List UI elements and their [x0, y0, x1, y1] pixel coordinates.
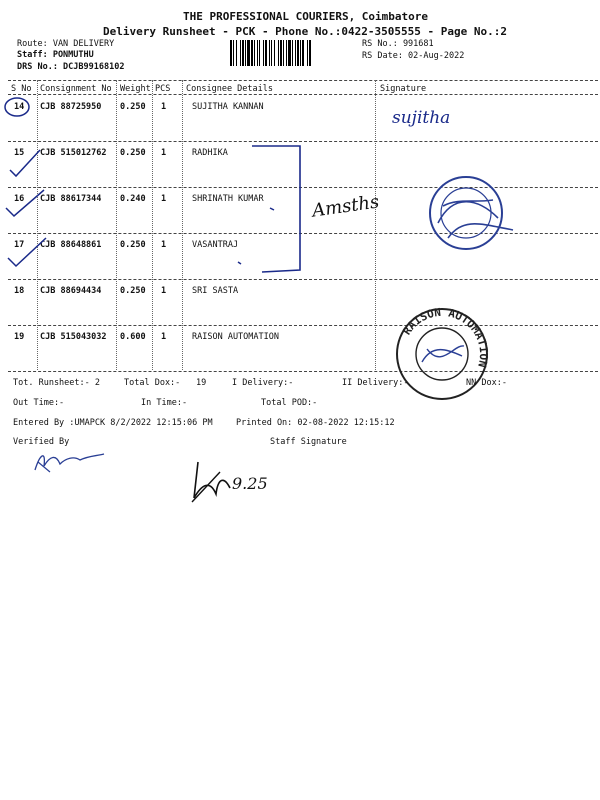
row-sno: 18: [14, 286, 25, 296]
company-title: THE PROFESSIONAL COURIERS, Coimbatore: [183, 10, 429, 23]
col-weight: Weight: [120, 84, 151, 94]
col-pcs: PCS: [155, 84, 171, 94]
row-sno: 15: [14, 148, 25, 158]
row-pcs: 1: [161, 286, 167, 296]
verified-signature-icon: [30, 446, 110, 476]
row-sno: 14: [14, 102, 25, 112]
row-pcs: 1: [161, 332, 167, 342]
row-weight: 0.600: [120, 332, 146, 342]
out-time: Out Time:-: [13, 398, 65, 408]
row-weight: 0.240: [120, 194, 146, 204]
total-pod: Total POD:-: [261, 398, 318, 408]
signature-sujitha: sujitha: [392, 108, 451, 128]
stamp-ring-text: RAISON AUTOMATION: [400, 305, 491, 369]
total-dox-label: Total Dox:-: [124, 378, 181, 388]
signature-shrinath: Amsths: [310, 191, 381, 222]
row-consignment: CJB 88648861: [40, 240, 102, 250]
row-consignment: CJB 88617344: [40, 194, 102, 204]
row-weight: 0.250: [120, 240, 146, 250]
row-consignee: SHRINATH KUMAR: [192, 194, 264, 204]
row-consignment: CJB 88725950: [40, 102, 102, 112]
col-consignee: Consignee Details: [186, 84, 273, 94]
in-time: In Time:-: [141, 398, 188, 408]
row-sno: 17: [14, 240, 25, 250]
staff-signature-label: Staff Signature: [270, 437, 347, 447]
col-sno: S No: [11, 84, 32, 94]
row-sno: 19: [14, 332, 25, 342]
stamp-1-icon: [418, 168, 518, 258]
i-delivery: I Delivery:-: [232, 378, 294, 388]
row-consignee: SRI SASTA: [192, 286, 239, 296]
rs-number: RS No.: 991681: [362, 39, 434, 49]
verified-by: Verified By: [13, 437, 70, 447]
staff-signature-note: 9.25: [232, 474, 268, 493]
runsheet-subtitle: Delivery Runsheet - PCK - Phone No.:0422-3505555 - Page No.:2: [103, 25, 507, 38]
drs-number: DRS No.: DCJB99168102: [17, 62, 125, 72]
row-pcs: 1: [161, 148, 167, 158]
row-consignee: RAISON AUTOMATION: [192, 332, 279, 342]
row-pcs: 1: [161, 102, 167, 112]
row-weight: 0.250: [120, 286, 146, 296]
total-dox-value: 19: [196, 378, 207, 388]
row-consignee: RADHIKA: [192, 148, 228, 158]
row-consignee: SUJITHA KANNAN: [192, 102, 264, 112]
col-signature: Signature: [380, 84, 427, 94]
svg-text:RAISON AUTOMATION: [400, 306, 490, 369]
nn-dox: NN Dox:-: [466, 378, 507, 388]
row-consignment: CJB 515012762: [40, 148, 107, 158]
printed-on: Printed On: 02-08-2022 12:15:12: [236, 418, 395, 428]
row-weight: 0.250: [120, 102, 146, 112]
row-weight: 0.250: [120, 148, 146, 158]
rs-date: RS Date: 02-Aug-2022: [362, 51, 465, 61]
tot-runsheet: Tot. Runsheet:- 2: [13, 378, 100, 388]
row-consignee: VASANTRAJ: [192, 240, 239, 250]
row-consignment: CJB 515043032: [40, 332, 107, 342]
row-sno: 16: [14, 194, 25, 204]
stamp-raison-icon: [392, 304, 492, 404]
row-pcs: 1: [161, 194, 167, 204]
row-consignment: CJB 88694434: [40, 286, 102, 296]
staff-label: Staff: PONMUTHU: [17, 50, 94, 60]
col-consignment: Consignment No: [40, 84, 112, 94]
entered-by: Entered By :UMAPCK 8/2/2022 12:15:06 PM: [13, 418, 213, 428]
ii-delivery: II Delivery:-: [342, 378, 409, 388]
row-pcs: 1: [161, 240, 167, 250]
route-label: Route: VAN DELIVERY: [17, 39, 115, 49]
